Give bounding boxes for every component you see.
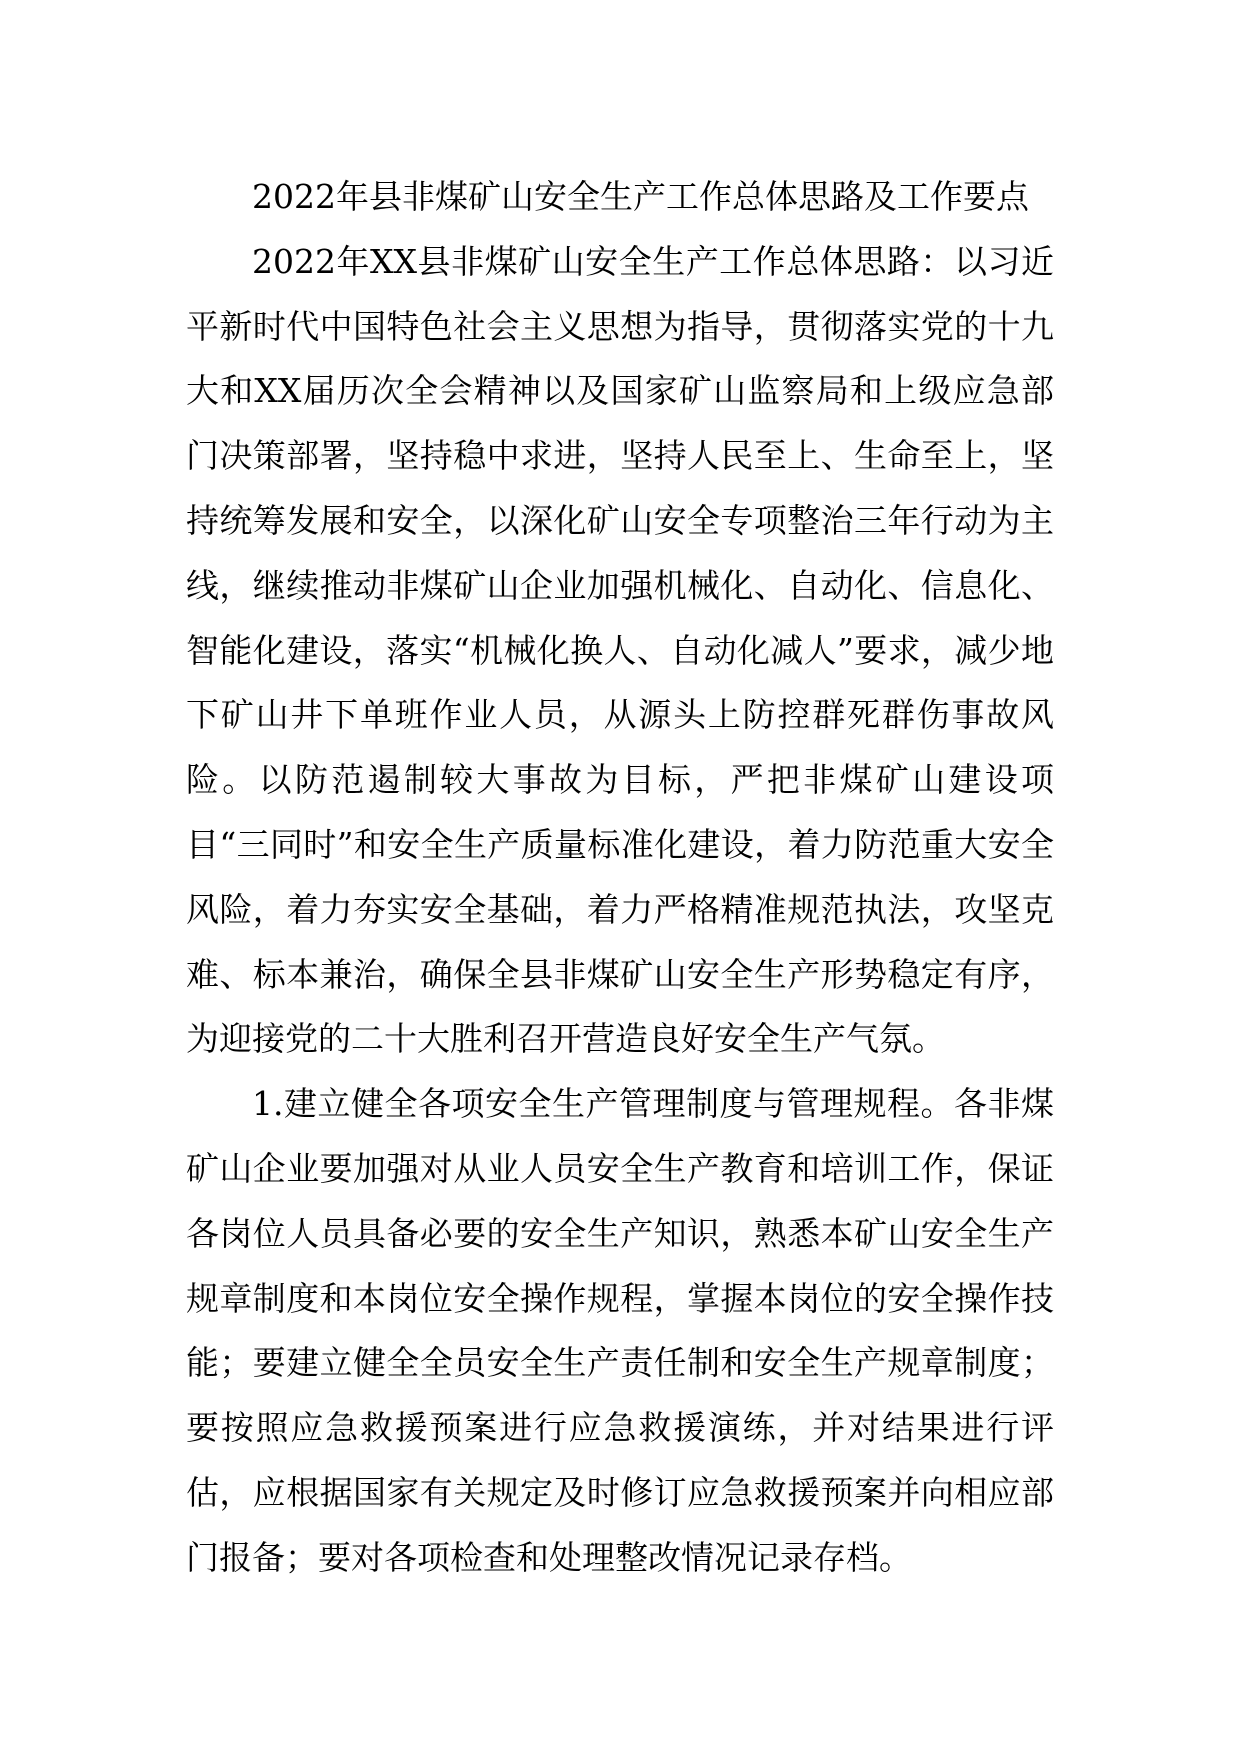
document-body — [186, 165, 1054, 1591]
paragraph-item-1: 1.建立健全各项安全生产管理制度与管理规程。各非煤矿山企业要加强对从业人员安全生产教育和培训工作，保证各岗位人员具备必要的安全生产知识，熟悉本矿山安全生产规章制度和本岗位安全操作规程，掌握本岗位的安全操作技能；要建立健全全员安全生产责任制和安全生产规章制度；要按照应急救援预案进行应急救援演练，并对结果进行评估，应根据国家有关规定及时修订应急救援预案并向相应部门报备；要对各项检查和处理整改情况记录存档。 — [186, 1084, 1054, 1577]
document-title: 2022年县非煤矿山安全生产工作总体思路及工作要点 — [252, 177, 1029, 216]
paragraph-overall-approach: 2022年XX县非煤矿山安全生产工作总体思路：以习近平新时代中国特色社会主义思想为指导，贯彻落实党的十九大和XX届历次全会精神以及国家矿山监察局和上级应急部门决策部署，坚持稳中求进，坚持人民至上、生命至上，坚持统筹发展和安全，以深化矿山安全专项整治三年行动为主线，继续推动非煤矿山企业加强机械化、自动化、信息化、智能化建设，落实“机械化换人、自动化减人”要求，减少地下矿山井下单班作业人员，从源头上防控群死群伤事故风险。以防范遏制较大事故为目标，严把非煤矿山建设项目“三同时”和安全生产质量标准化建设，着力防范重大安全风险，着力夯实安全基础，着力严格精准规范执法，攻坚克难、标本兼治，确保全县非煤矿山安全生产形势稳定有序，为迎接党的二十大胜利召开营造良好安全生产气氛。 — [186, 241, 1054, 1059]
